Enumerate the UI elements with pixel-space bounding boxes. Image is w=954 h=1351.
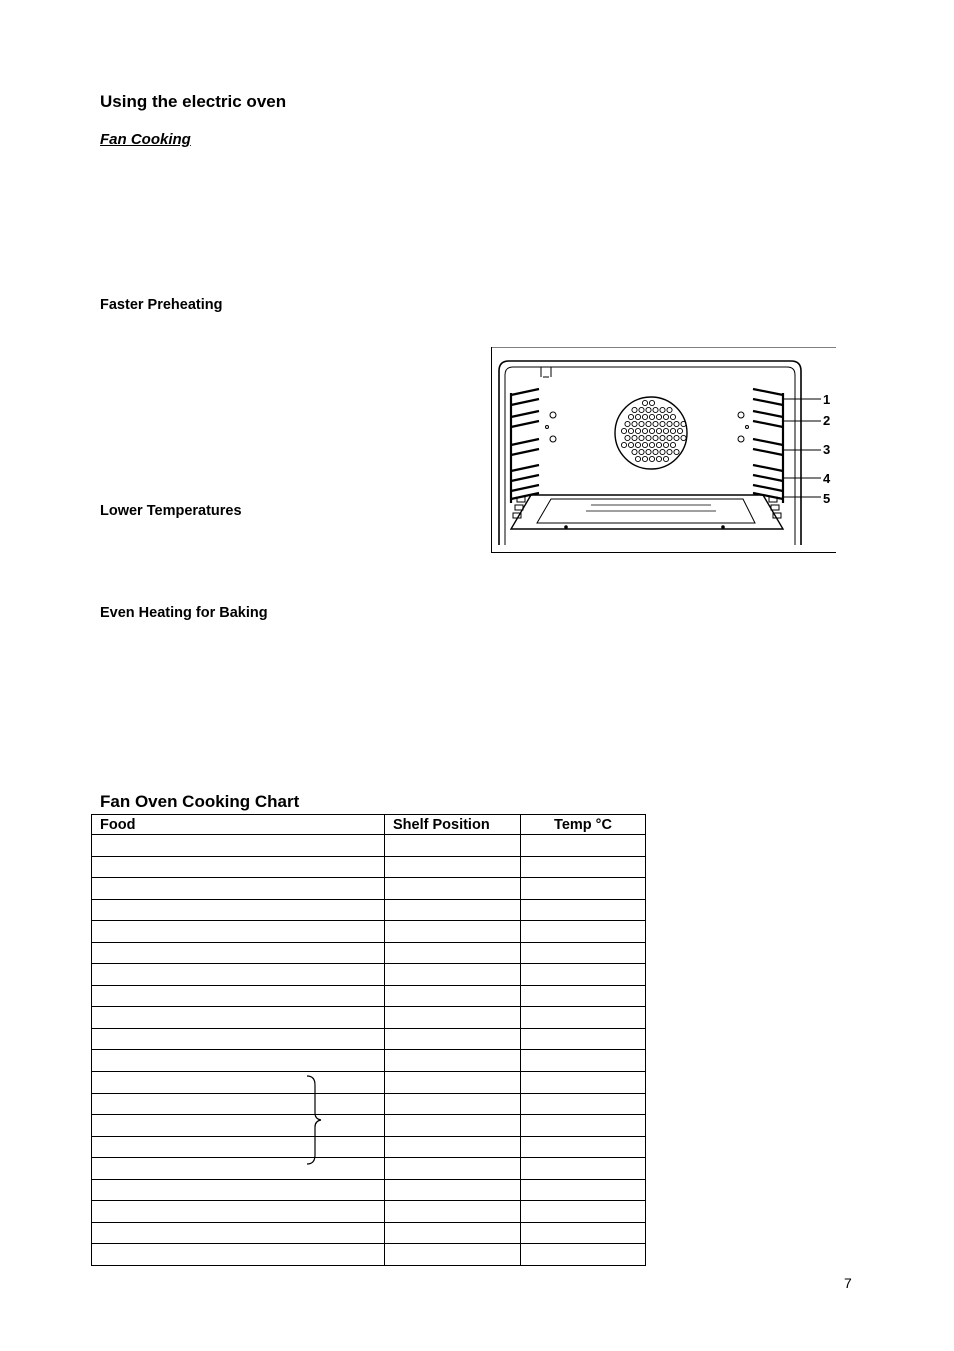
section-fan-cooking-heading: Fan Cooking xyxy=(100,131,191,148)
column-header-food: Food xyxy=(92,815,385,835)
grille-hole xyxy=(663,414,668,419)
shelf-label-2: 2 xyxy=(823,413,831,428)
grille-hole xyxy=(649,456,654,461)
table-cell xyxy=(92,1050,385,1072)
table-cell xyxy=(521,942,646,964)
grille-hole xyxy=(625,421,630,426)
grille-hole xyxy=(670,414,675,419)
table-row xyxy=(92,1072,646,1094)
grille-hole xyxy=(621,428,626,433)
grille-hole xyxy=(656,442,661,447)
grille-hole xyxy=(681,435,686,440)
grille-hole xyxy=(639,449,644,454)
shelf-label-1: 1 xyxy=(823,392,831,407)
faster-preheating-heading: Faster Preheating xyxy=(100,297,223,313)
fan-oven-cooking-chart xyxy=(91,814,646,1266)
shelf-label-5: 5 xyxy=(823,491,831,506)
table-cell xyxy=(92,1244,385,1266)
shelf-label-3: 3 xyxy=(823,442,831,457)
grille-hole xyxy=(649,442,654,447)
table-header-row xyxy=(92,815,646,835)
table-cell xyxy=(385,1222,521,1244)
table-cell xyxy=(385,1179,521,1201)
table-cell xyxy=(385,1050,521,1072)
grille-hole xyxy=(646,435,651,440)
grille-hole xyxy=(660,407,665,412)
chart-body xyxy=(92,835,646,1266)
table-row xyxy=(92,1115,646,1137)
table-row xyxy=(92,899,646,921)
table-cell xyxy=(92,856,385,878)
table-cell xyxy=(521,1222,646,1244)
grille-hole xyxy=(660,449,665,454)
table-cell xyxy=(92,835,385,857)
grille-hole xyxy=(635,456,640,461)
table-cell xyxy=(385,1201,521,1223)
table-cell xyxy=(92,1136,385,1158)
grille-hole xyxy=(642,442,647,447)
table-row xyxy=(92,835,646,857)
table-cell xyxy=(385,856,521,878)
grille-hole xyxy=(674,435,679,440)
table-row xyxy=(92,1244,646,1266)
grille-hole xyxy=(663,428,668,433)
grille-hole xyxy=(649,428,654,433)
table-cell xyxy=(92,1158,385,1180)
table-row xyxy=(92,1158,646,1180)
grille-hole xyxy=(653,435,658,440)
grille-hole xyxy=(656,414,661,419)
grille-hole xyxy=(642,400,647,405)
table-cell xyxy=(92,942,385,964)
grille-hole xyxy=(646,421,651,426)
table-cell xyxy=(521,899,646,921)
grille-hole xyxy=(653,421,658,426)
grille-hole xyxy=(649,414,654,419)
shelf-label-4: 4 xyxy=(823,471,831,486)
table-cell xyxy=(92,921,385,943)
grille-hole xyxy=(642,428,647,433)
grille-hole xyxy=(670,428,675,433)
table-cell xyxy=(385,985,521,1007)
table-cell xyxy=(521,878,646,900)
table-cell xyxy=(385,1244,521,1266)
table-row xyxy=(92,985,646,1007)
table-cell xyxy=(521,1179,646,1201)
table-cell xyxy=(521,1115,646,1137)
page-heading: Using the electric oven xyxy=(100,92,287,111)
grille-hole xyxy=(642,456,647,461)
table-cell xyxy=(92,899,385,921)
table-row xyxy=(92,1179,646,1201)
table-cell xyxy=(92,964,385,986)
grille-hole xyxy=(660,435,665,440)
table-cell xyxy=(385,1028,521,1050)
grille-hole xyxy=(656,456,661,461)
column-header-temp: Temp °C xyxy=(521,815,646,835)
table-cell xyxy=(92,1007,385,1029)
table-cell xyxy=(521,1007,646,1029)
grille-hole xyxy=(649,400,654,405)
table-cell xyxy=(385,878,521,900)
grille-hole xyxy=(628,442,633,447)
grille-hole xyxy=(646,407,651,412)
page-number: 7 xyxy=(844,1275,852,1291)
table-cell xyxy=(92,1072,385,1094)
table-cell xyxy=(521,964,646,986)
grille-hole xyxy=(621,442,626,447)
grille-hole xyxy=(667,421,672,426)
grille-hole xyxy=(632,407,637,412)
table-row xyxy=(92,878,646,900)
grille-hole xyxy=(677,428,682,433)
table-row xyxy=(92,1050,646,1072)
table-cell xyxy=(521,856,646,878)
grille-hole xyxy=(667,435,672,440)
table-cell xyxy=(385,1158,521,1180)
table-cell xyxy=(385,921,521,943)
table-cell xyxy=(385,1093,521,1115)
grille-hole xyxy=(667,449,672,454)
table-row xyxy=(92,1093,646,1115)
grille-hole xyxy=(656,428,661,433)
table-cell xyxy=(385,964,521,986)
table-cell xyxy=(385,899,521,921)
grille-hole xyxy=(663,456,668,461)
table-cell xyxy=(92,878,385,900)
table-cell xyxy=(521,985,646,1007)
grille-hole xyxy=(642,414,647,419)
table-cell xyxy=(521,835,646,857)
grille-hole xyxy=(632,449,637,454)
grille-hole xyxy=(635,414,640,419)
table-cell xyxy=(521,1244,646,1266)
grille-hole xyxy=(635,428,640,433)
oven-shelf-diagram xyxy=(491,347,836,553)
grille-hole xyxy=(639,407,644,412)
table-cell xyxy=(521,1050,646,1072)
table-cell xyxy=(521,1028,646,1050)
table-cell xyxy=(521,1201,646,1223)
table-cell xyxy=(521,1093,646,1115)
table-cell xyxy=(92,1222,385,1244)
grille-hole xyxy=(625,435,630,440)
table-row xyxy=(92,1136,646,1158)
table-row xyxy=(92,1007,646,1029)
table-row xyxy=(92,1028,646,1050)
table-row xyxy=(92,921,646,943)
grille-hole xyxy=(674,449,679,454)
grille-hole xyxy=(674,421,679,426)
table-cell xyxy=(521,1158,646,1180)
table-cell xyxy=(385,835,521,857)
cooking-chart-title: Fan Oven Cooking Chart xyxy=(100,792,300,811)
grouping-brace xyxy=(305,1075,327,1165)
table-cell xyxy=(521,1136,646,1158)
table-cell xyxy=(385,1007,521,1029)
grille-hole xyxy=(639,421,644,426)
grille-hole xyxy=(628,414,633,419)
column-header-shelf-position: Shelf Position xyxy=(385,815,521,835)
table-cell xyxy=(92,1115,385,1137)
grille-hole xyxy=(628,428,633,433)
table-cell xyxy=(385,1072,521,1094)
grille-hole xyxy=(639,435,644,440)
table-cell xyxy=(92,1093,385,1115)
table-row xyxy=(92,1201,646,1223)
table-cell xyxy=(521,921,646,943)
grille-hole xyxy=(653,449,658,454)
table-row xyxy=(92,1222,646,1244)
table-cell xyxy=(92,1028,385,1050)
grille-hole xyxy=(646,449,651,454)
grille-hole xyxy=(667,407,672,412)
grille-hole xyxy=(653,407,658,412)
grille-hole xyxy=(660,421,665,426)
table-row xyxy=(92,942,646,964)
grille-hole xyxy=(663,442,668,447)
table-cell xyxy=(92,1201,385,1223)
grille-hole xyxy=(632,435,637,440)
grille-hole xyxy=(635,442,640,447)
lower-temperatures-heading: Lower Temperatures xyxy=(100,503,242,519)
grille-hole xyxy=(670,442,675,447)
table-cell xyxy=(385,942,521,964)
grille-hole xyxy=(632,421,637,426)
table-row xyxy=(92,856,646,878)
even-heating-heading: Even Heating for Baking xyxy=(100,605,268,621)
table-cell xyxy=(385,1115,521,1137)
table-row xyxy=(92,964,646,986)
table-cell xyxy=(385,1136,521,1158)
table-cell xyxy=(92,1179,385,1201)
table-cell xyxy=(521,1072,646,1094)
table-cell xyxy=(92,985,385,1007)
